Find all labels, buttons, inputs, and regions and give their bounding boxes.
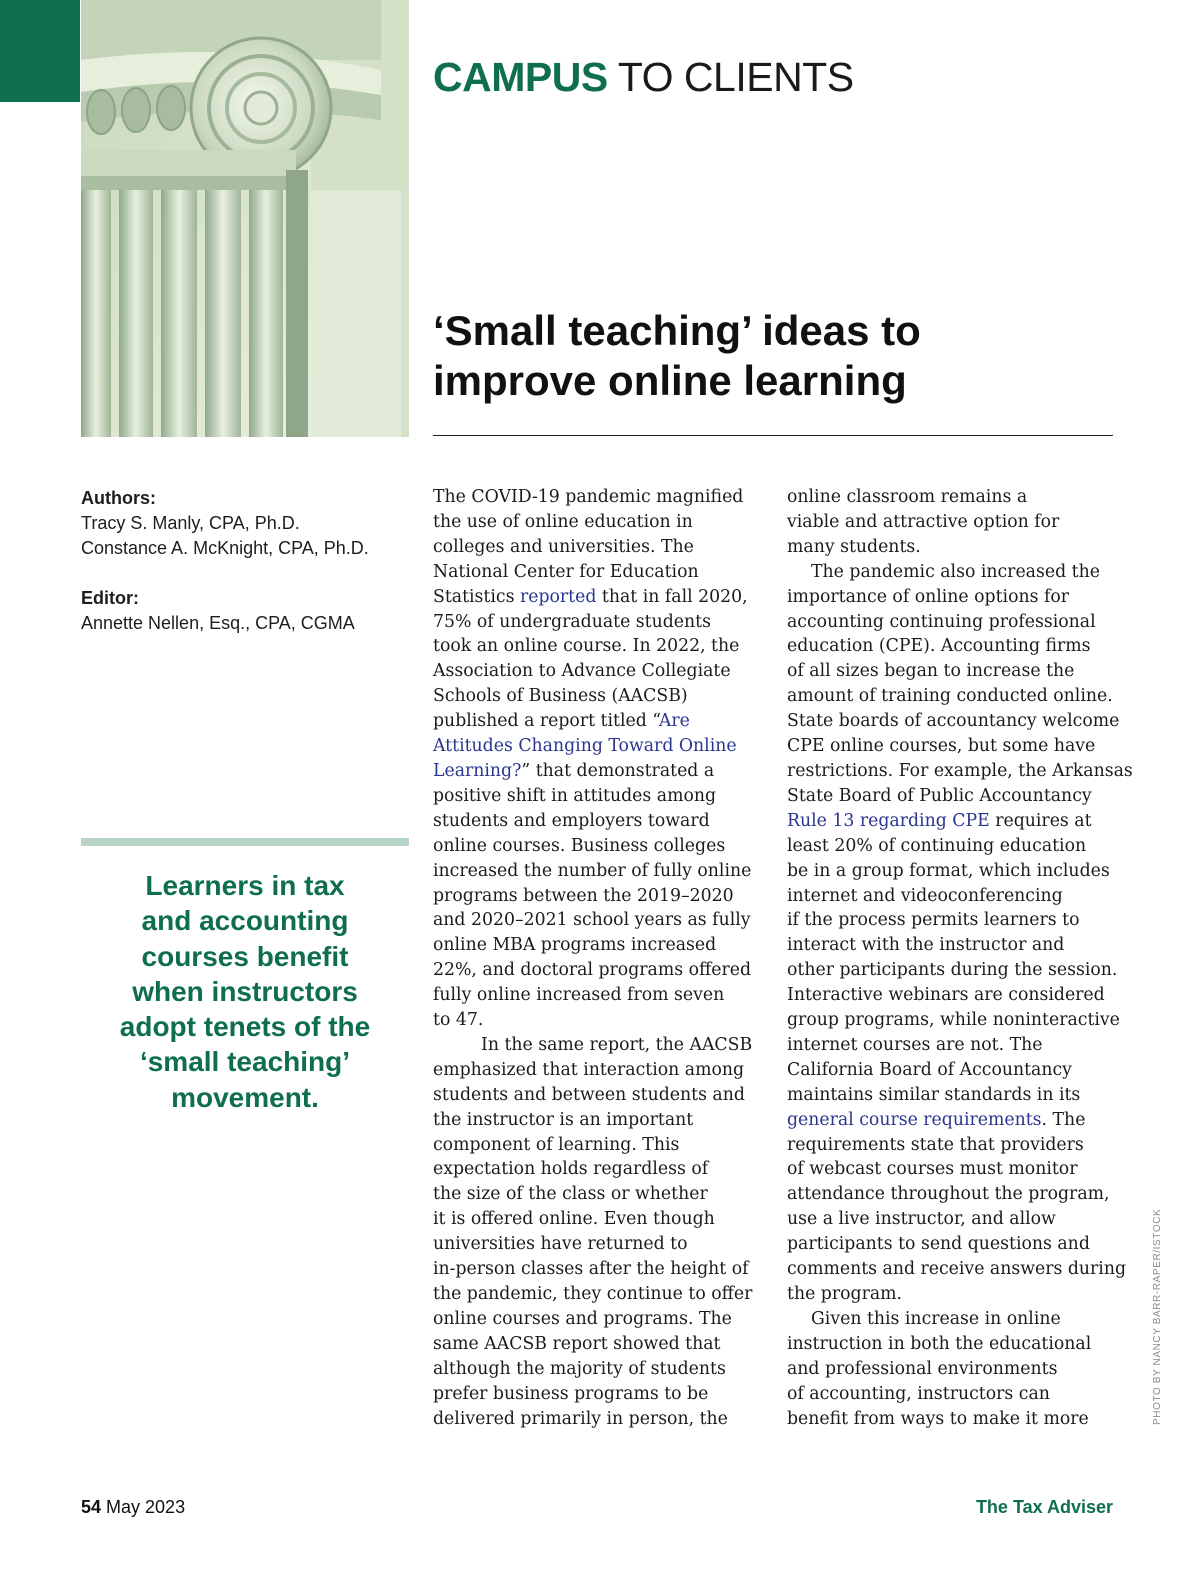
body-line: of webcast courses must monitor xyxy=(787,1159,1078,1180)
link-general-course-requirements[interactable]: general course requirements xyxy=(787,1109,1042,1130)
body-line: the instructor is an important xyxy=(433,1109,694,1130)
body-line: colleges and universities. The xyxy=(433,536,694,557)
body-paragraph xyxy=(433,485,763,1033)
body-line: many students. xyxy=(787,536,921,557)
body-line: programs between the 2019–2020 xyxy=(433,885,734,906)
section-color-tab xyxy=(0,0,80,102)
body-line: students and employers toward xyxy=(433,810,710,831)
body-line: Learning?” that demonstrated a xyxy=(433,760,715,781)
body-line: viable and attractive option for xyxy=(787,511,1060,532)
body-line: general course requirements. The xyxy=(787,1109,1086,1130)
body-line: In the same report, the AACSB xyxy=(481,1034,753,1055)
pull-quote-line: and accounting xyxy=(141,905,349,937)
body-column-2 xyxy=(787,485,1133,1431)
issue-date: May 2023 xyxy=(101,1497,186,1517)
body-line: and professional environments xyxy=(787,1358,1058,1379)
publication-name: The Tax Adviser xyxy=(975,1497,1113,1517)
body-line: use a live instructor, and allow xyxy=(787,1209,1056,1230)
body-line: the use of online education in xyxy=(433,511,693,532)
link-aacsb-report[interactable]: Learning? xyxy=(433,760,522,781)
body-line: California Board of Accountancy xyxy=(787,1059,1072,1080)
body-paragraph xyxy=(433,1033,763,1432)
body-line: same AACSB report showed that xyxy=(433,1333,721,1354)
body-line: to 47. xyxy=(433,1010,484,1031)
body-line: universities have returned to xyxy=(433,1234,688,1255)
section-header-bold: CAMPUS xyxy=(433,54,608,100)
body-line: fully online increased from seven xyxy=(433,985,725,1006)
pull-quote xyxy=(81,868,409,1115)
body-line: accounting continuing professional xyxy=(787,611,1096,632)
body-line: published a report titled “Are xyxy=(433,711,690,732)
author-credits xyxy=(81,486,411,636)
body-line: delivered primarily in person, the xyxy=(433,1408,728,1429)
editor-label: Editor: xyxy=(81,588,139,608)
body-line: the pandemic, they continue to offer xyxy=(433,1284,753,1304)
body-paragraph xyxy=(787,485,1117,560)
pull-quote-rule xyxy=(81,838,409,846)
body-line: Interactive webinars are considered xyxy=(787,985,1105,1006)
body-line: education (CPE). Accounting firms xyxy=(787,636,1091,657)
body-line: benefit from ways to make it more xyxy=(787,1408,1089,1429)
body-line: in-person classes after the height of xyxy=(433,1259,749,1280)
body-line: and 2020–2021 school years as fully xyxy=(433,910,751,931)
body-line: State boards of accountancy welcome xyxy=(787,711,1120,732)
pull-quote-line: when instructors xyxy=(132,975,358,1007)
article-title-line: improve online learning xyxy=(433,357,907,404)
body-line: amount of training conducted online. xyxy=(787,686,1113,707)
body-line: Association to Advance Collegiate xyxy=(433,661,731,682)
pull-quote-line: courses benefit xyxy=(141,940,349,972)
body-line: if the process permits learners to xyxy=(787,910,1080,931)
body-line: the size of the class or whether xyxy=(433,1184,708,1205)
body-line: The COVID-19 pandemic magnified xyxy=(433,487,744,507)
ionic-column-photo xyxy=(81,0,409,437)
body-line: expectation holds regardless of xyxy=(433,1159,709,1180)
link-aacsb-report[interactable]: Are xyxy=(658,711,690,732)
pull-quote-line: ‘small teaching’ xyxy=(139,1046,351,1078)
photo-credit: PHOTO BY NANCY BARR-RAPER/ISTOCK xyxy=(1152,1208,1163,1425)
body-line: maintains similar standards in its xyxy=(787,1084,1081,1105)
body-line: prefer business programs to be xyxy=(433,1383,709,1404)
authors-label: Authors: xyxy=(81,488,156,508)
body-column-1 xyxy=(433,485,763,1431)
pull-quote-line: Learners in tax xyxy=(145,870,345,901)
link-rule-13[interactable]: Rule 13 regarding CPE xyxy=(787,810,990,831)
body-line: attendance throughout the program, xyxy=(787,1184,1110,1205)
editor-name: Annette Nellen, Esq., CPA, CGMA xyxy=(81,613,355,633)
body-line: CPE online courses, but some have xyxy=(787,736,1096,757)
body-line: although the majority of students xyxy=(433,1358,726,1379)
body-line: increased the number of fully online xyxy=(433,860,752,881)
body-line: internet courses are not. The xyxy=(787,1034,1043,1055)
body-line: Given this increase in online xyxy=(811,1308,1061,1329)
body-line: requirements state that providers xyxy=(787,1134,1084,1155)
body-line: internet and videoconferencing xyxy=(787,885,1063,906)
body-line: of all sizes began to increase the xyxy=(787,661,1075,682)
body-line: interact with the instructor and xyxy=(787,935,1065,956)
body-line: the program. xyxy=(787,1284,903,1304)
body-line xyxy=(433,734,763,759)
link-reported[interactable]: reported xyxy=(519,586,597,607)
body-line: Rule 13 regarding CPE requires at xyxy=(787,810,1092,831)
author-name: Tracy S. Manly, CPA, Ph.D. xyxy=(81,513,300,533)
body-line: online MBA programs increased xyxy=(433,935,717,956)
body-line: 75% of undergraduate students xyxy=(433,611,711,632)
body-line: 22%, and doctoral programs offered xyxy=(433,960,752,981)
pull-quote-line: movement. xyxy=(171,1081,319,1113)
article-title xyxy=(433,306,1113,406)
body-line: restrictions. For example, the Arkansas xyxy=(787,760,1133,781)
body-line: importance of online options for xyxy=(787,586,1070,607)
title-divider xyxy=(433,435,1113,436)
body-line: it is offered online. Even though xyxy=(433,1209,715,1230)
body-line: students and between students and xyxy=(433,1084,745,1105)
body-line: online courses. Business colleges xyxy=(433,835,726,856)
pull-quote-line: adopt tenets of the xyxy=(119,1011,371,1043)
body-line: took an online course. In 2022, the xyxy=(433,636,740,657)
link-aacsb-report[interactable]: Attitudes Changing Toward Online xyxy=(433,736,737,757)
body-line: component of learning. This xyxy=(433,1134,680,1155)
body-line: emphasized that interaction among xyxy=(433,1059,745,1080)
body-line: The pandemic also increased the xyxy=(811,561,1100,582)
section-header xyxy=(433,55,854,99)
body-line: instruction in both the educational xyxy=(787,1333,1092,1354)
body-line: participants to send questions and xyxy=(787,1234,1090,1255)
body-line: Statistics reported that in fall 2020, xyxy=(433,586,748,607)
body-line: comments and receive answers during xyxy=(787,1259,1127,1280)
body-line: of accounting, instructors can xyxy=(787,1383,1050,1404)
body-line: National Center for Education xyxy=(433,561,699,582)
article-title-line: ‘Small teaching’ ideas to xyxy=(433,307,921,354)
body-line: least 20% of continuing education xyxy=(787,835,1087,856)
author-name: Constance A. McKnight, CPA, Ph.D. xyxy=(81,538,369,558)
body-line: Schools of Business (AACSB) xyxy=(433,686,688,707)
body-line: other participants during the session. xyxy=(787,960,1118,981)
body-paragraph xyxy=(787,1307,1117,1432)
page-number: 54 xyxy=(81,1497,102,1517)
body-paragraph xyxy=(787,560,1133,1307)
body-line: State Board of Public Accountancy xyxy=(787,785,1092,806)
body-line: positive shift in attitudes among xyxy=(433,785,717,806)
body-line: online courses and programs. The xyxy=(433,1308,732,1329)
body-line: online classroom remains a xyxy=(787,487,1028,507)
body-line: be in a group format, which includes xyxy=(787,860,1110,881)
body-line: group programs, while noninteractive xyxy=(787,1010,1120,1031)
footer-folio xyxy=(81,1496,185,1518)
section-header-rest: TO CLIENTS xyxy=(607,54,854,100)
